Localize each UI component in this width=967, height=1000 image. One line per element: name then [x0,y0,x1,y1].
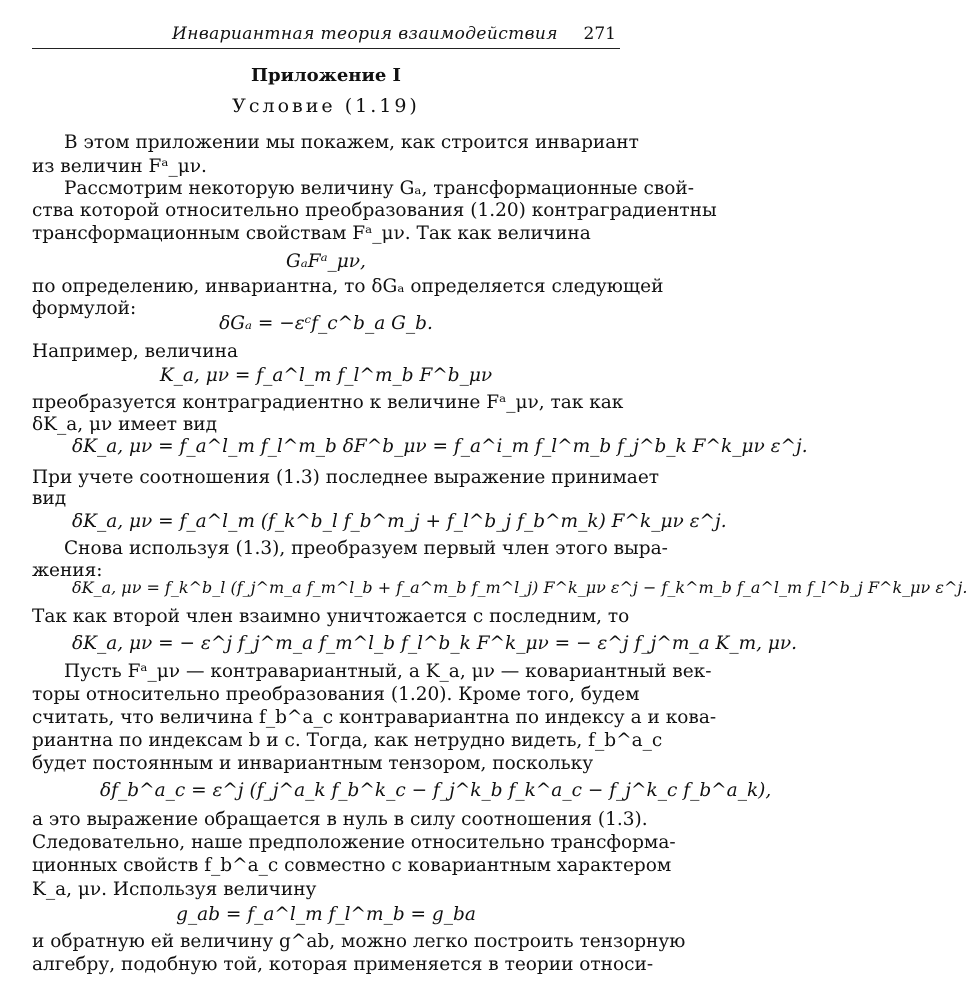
paragraph-line: Так как второй член взаимно уничтожается с последним, то [32,606,630,627]
equation: δK_a, μν = f_a^l_m f_l^m_b δF^b_μν = f_a^i_m f_l^m_b f_j^b_k F^k_μν ε^j. [72,436,808,457]
paragraph-line: торы относительно преобразования (1.20). Кроме того, будем [32,684,640,705]
header-rule [32,48,620,49]
equation: δf_b^a_c = ε^j (f_j^a_k f_b^k_c − f_j^k_b f_k^a_c − f_j^k_c f_b^a_k), [100,780,772,801]
paragraph-line: Пусть Fᵃ_μν — контравариантный, а K_a, μν — ковариантный век- [64,661,712,682]
equation: δK_a, μν = f_a^l_m (f_k^b_l f_b^m_j + f_l^b_j f_b^m_k) F^k_μν ε^j. [72,511,727,532]
section-subtitle: Условие (1.19) [232,95,420,117]
paragraph-line: Следовательно, наше предположение относительно трансформа- [32,832,676,853]
paragraph-line: жения: [32,560,103,581]
paragraph-line: K_a, μν. Используя величину [32,879,317,900]
running-header [32,24,620,48]
paragraph-line: Например, величина [32,341,238,362]
equation: K_a, μν = f_a^l_m f_l^m_b F^b_μν [159,365,493,386]
paragraph-line: В этом приложении мы покажем, как строится инвариант [64,132,639,153]
paragraph-line: δK_a, μν имеет вид [32,414,218,435]
running-title: Инвариантная теория взаимодействия [172,24,558,44]
paragraph-line: Рассмотрим некоторую величину Gₐ, трансформационные свой- [64,178,695,199]
paragraph-line: трансформационным свойствам Fᵃ_μν. Так как величина [32,223,591,244]
paragraph-line: и обратную ей величину g^ab, можно легко построить тензорную [32,931,686,952]
section-title: Приложение I [251,65,401,86]
paragraph-line: по определению, инвариантна, то δGₐ определяется следующей [32,276,664,297]
paragraph-line: Снова используя (1.3), преобразуем первый член этого выра- [64,538,668,559]
equation: δK_a, μν = − ε^j f_j^m_a f_m^l_b f_l^b_k F^k_μν = − ε^j f_j^m_a K_m, μν. [72,633,798,654]
paragraph-line: считать, что величина f_b^a_c контравариантна по индексу a и кова- [32,707,717,728]
equation: δGₐ = −εᶜf_c^b_a G_b. [219,313,433,334]
paragraph-line: При учете соотношения (1.3) последнее выражение принимает [32,467,660,488]
equation: δK_a, μν = f_k^b_l (f_j^m_a f_m^l_b + f_a^m_b f_m^l_j) F^k_μν ε^j − f_k^m_b f_a^l_m f_l^b_j F^k_μν ε^j. [72,578,967,597]
equation: GₐFᵃ_μν, [286,251,366,272]
paragraph-line: а это выражение обращается в нуль в силу соотношения (1.3). [32,809,648,830]
paragraph-line: из величин Fᵃ_μν. [32,156,207,177]
paragraph-line: ционных свойств f_b^a_c совместно с ковариантным характером [32,855,672,876]
equation: g_ab = f_a^l_m f_l^m_b = g_ba [176,904,476,925]
paragraph-line: будет постоянным и инвариантным тензором, поскольку [32,753,594,774]
paragraph-line: преобразуется контраградиентно к величине Fᵃ_μν, так как [32,392,624,413]
paragraph-line: риантна по индексам b и c. Тогда, как нетрудно видеть, f_b^a_c [32,730,663,751]
paragraph-line: алгебру, подобную той, которая применяется в теории относи- [32,954,654,975]
paragraph-line: формулой: [32,298,137,319]
page-number: 271 [583,24,616,44]
paragraph-line: вид [32,488,67,509]
paragraph-line: ства которой относительно преобразования (1.20) контраградиентны [32,200,717,221]
